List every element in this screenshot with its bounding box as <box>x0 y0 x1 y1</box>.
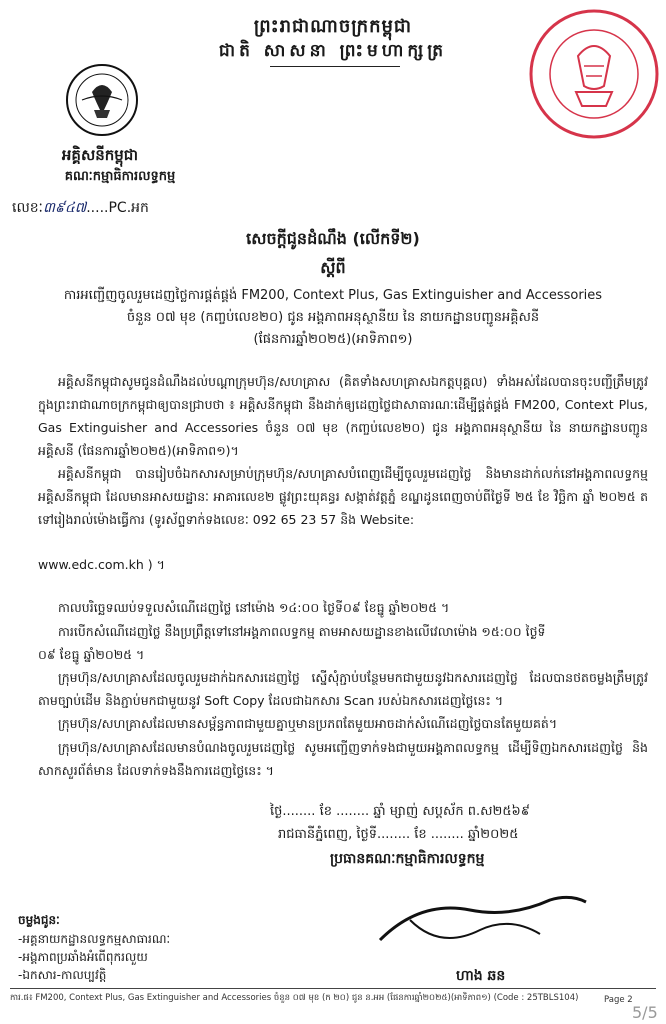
cc-item: -ឯកសារ-កាលប្បវត្តិ <box>18 968 107 982</box>
header-divider <box>270 66 400 67</box>
notice-subject-label: ស្តីពី <box>320 258 346 277</box>
body-paragraph-7: ក្រុមហ៊ុន/សហគ្រាសដែលមានបំណងចូលរួមដេញថ្លៃ សូមអញ្ជើញទាក់ទងជាមួយអង្គភាពលទ្ធកម្ម ដើម្បីទិញឯកសារដេញថ្លៃ និងសាកសួរព័ត៌មាន ដែលទាក់ទងនឹងការដេញថ្លៃនេះ ។ <box>38 740 648 778</box>
organization-name: អគ្គិសនីកម្ពុជា <box>61 146 139 164</box>
cc-item: -អគ្គនាយកដ្ឋានលទ្ធកម្មសាធារណៈ <box>18 932 171 946</box>
cc-item: -អង្គភាពប្រឆាំងអំពើពុករលួយ <box>18 950 148 964</box>
body-paragraph-2-website: www.edc.com.kh ) ។ <box>38 557 165 572</box>
body-paragraph-2: អគ្គិសនីកម្ពុជា បានរៀបចំឯកសារសម្រាប់ក្រុមហ៊ុន/សហគ្រាសបំពេញដើម្បីចូលរួមដេញថ្លៃ និងមានដាក់លក់នៅអង្គភាពលទ្ធកម្មអគ្គិសនីកម្ពុជា ដែលមានអាសយដ្ឋានៈ អាគារលេខ២ ផ្លូវព្រះយុគន្ធរ សង្កាត់វត្តភ្នំ ខណ្ឌដូនពេញចាប់ពីថ្ងៃទី ២៥ ខែ វិច្ឆិកា ឆ្នាំ ២០២៥ តទៅរៀងរាល់ម៉ោងធ្វើការ (ទូរស័ព្ទទាក់ទងលេខៈ 092 65 23 57 និង Website: <box>38 466 648 527</box>
handwritten-signature <box>370 880 600 970</box>
body-paragraph-1: អគ្គិសនីកម្ពុជាសូមជូនដំណឹងដល់បណ្តាក្រុមហ៊ុន/សហគ្រាស (គិតទាំងសហគ្រាសឯកត្តបុគ្គល) ទាំងអស់ដែលបានចុះបញ្ជីត្រឹមត្រូវក្នុងព្រះរាជាណាចក្រកម្ពុជាឲ្យបានជ្រាបថា ៖ អគ្គិសនីកម្ពុជា នឹងដាក់ឲ្យដេញថ្លៃជាសាធារណៈដើម្បីផ្គត់ផ្គង់ FM200, Context Plus, Gas Extinguisher and Accessories ចំនួន ០៧ មុខ (កញ្ចប់លេខ២០) ជូន អង្គភាពអនុស្ថានីយ នៃ នាយកដ្ឋានបញ្ជូនអគ្គិសនី (ផែនការឆ្នាំ២០២៥)(អាទិភាព១)។ <box>38 374 648 458</box>
body-paragraph-5: ក្រុមហ៊ុន/សហគ្រាសដែលចូលរួមដាក់ឯកសារដេញថ្លៃ ស្នើសុំភ្ជាប់បន្ថែមមកជាមួយនូវឯកសារដេញថ្លៃ ដែលបានថតចម្លងត្រឹមត្រូវតាមច្បាប់ដើម និងភ្ជាប់មកជាមួយនូវ Soft Copy ដែលជាឯកសារ Scan របស់ឯកសារដេញថ្លៃនេះ ។ <box>38 670 648 708</box>
reference-number <box>12 198 149 219</box>
body-paragraph-4-end: ០៩ ខែធ្នូ ឆ្នាំ២០២៥ ។ <box>38 647 145 662</box>
body-paragraph-3: កាលបរិច្ឆេទឈប់ទទួលសំណើដេញថ្លៃ នៅម៉ោង ១៤:០០ ថ្ងៃទី០៩ ខែធ្នូ ឆ្នាំ២០២៥ ។ <box>58 600 450 615</box>
footer-divider <box>10 988 656 989</box>
page-number: Page 2 <box>604 995 633 1005</box>
place-and-date: រាជធានីភ្នំពេញ, ថ្ងៃទី........ ខែ ........ ឆ្នាំ២០២៥ <box>278 827 519 842</box>
edc-logo <box>64 62 140 138</box>
national-motto: ជាតិ សាសនា ព្រះមហាក្សត្រ <box>218 41 448 61</box>
notice-subject-line-3: (ផែនការឆ្នាំ២០២៥)(អាទិភាព១) <box>253 332 413 347</box>
notice-subject-line-1: ការអញ្ជើញចូលរួមដេញថ្លៃការផ្គត់ផ្គង់ FM200, Context Plus, Gas Extinguisher and Accessories <box>63 288 603 303</box>
notice-title: សេចក្តីជូនដំណឹង (លើកទី២) <box>246 229 420 248</box>
reference-handwritten: ៣៩៤៧ <box>42 200 87 216</box>
body-paragraph-4: ការបើកសំណើដេញថ្លៃ នឹងប្រព្រឹត្តទៅនៅអង្គភាពលទ្ធកម្ម តាមអាសយដ្ឋានខាងលើវេលាម៉ោង ១៥:០០ ថ្ងៃទី <box>58 624 546 639</box>
reference-suffix: .....PC.អក <box>86 200 149 216</box>
page-counter: 5/5 <box>632 1003 658 1022</box>
reference-label: លេខៈ <box>12 200 43 216</box>
notice-subject-line-2: ចំនួន ០៧ មុខ (កញ្ចប់លេខ២០) ជូន អង្គភាពអនុស្ថានីយ នៃ នាយកដ្ឋានបញ្ជូនអគ្គិសនី <box>126 310 540 325</box>
signatory-role: ប្រធានគណៈកម្មាធិការលទ្ធកម្ម <box>330 851 485 867</box>
committee-name: គណៈកម្មាធិការលទ្ធកម្ម <box>64 169 176 184</box>
body-paragraph-6: ក្រុមហ៊ុន/សហគ្រាសដែលមានសម្ព័ន្ធភាពជាមួយគ្នាឬមានប្រភពតែមួយអាចដាក់សំណើដេញថ្លៃបានតែមួយគត់។ <box>58 716 558 731</box>
footer-reference: ការ.ផ៖ FM200, Context Plus, Gas Extinguisher and Accessories ចំនួន ០៧ មុខ (ក ២០) ជូន ន.អអ (ផែនការឆ្នាំ២០២៥)(អាទិភាព១) (Code : 25TBLS104) <box>10 993 579 1003</box>
cc-heading: ចម្លងជូនៈ <box>18 913 60 927</box>
kingdom-heading: ព្រះរាជាណាចក្រកម្ពុជា <box>253 16 413 37</box>
official-seal-stamp <box>526 6 662 142</box>
signatory-name: ហាង ឆន <box>456 968 506 984</box>
lunar-date: ថ្ងៃ........ ខែ ........ ឆ្នាំ ម្សាញ់ សប្តស័ក ព.ស២៥៦៩ <box>270 804 530 819</box>
